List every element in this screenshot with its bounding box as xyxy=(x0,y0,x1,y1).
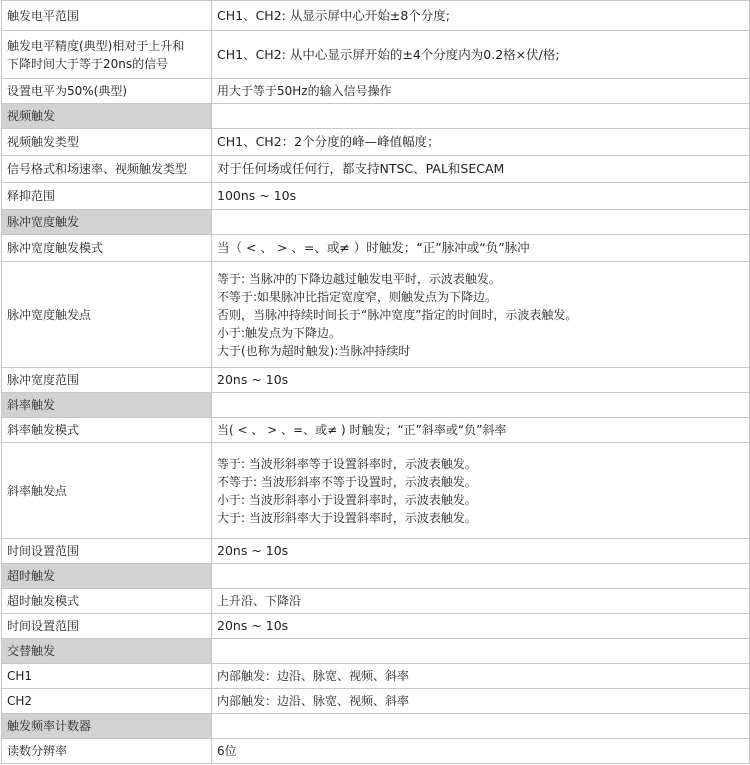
table-row xyxy=(2,1,750,31)
row-label: 视频触发类型 xyxy=(2,129,212,156)
row-label-line: 触发电平精度(典型)相对于上升和 xyxy=(7,38,185,53)
section-title: 脉冲宽度触发 xyxy=(2,210,212,235)
row-value: 用大于等于50Hz的输入信号操作 xyxy=(212,79,750,104)
row-value: 当（ < 、 > 、=、或≠ ）时触发；“正”脉冲或“负”脉冲 xyxy=(212,235,750,262)
row-label: 时间设置范围 xyxy=(2,614,212,639)
row-label: CH2 xyxy=(2,689,212,714)
row-value-line: 等于: 当脉冲的下降边越过触发电平时，示波表触发。 xyxy=(217,271,501,286)
row-label: 脉冲宽度触发点 xyxy=(2,262,212,368)
table-row xyxy=(2,689,750,714)
row-value-line: 大于: 当波形斜率大于设置斜率时，示波表触发。 xyxy=(217,510,477,525)
table-row xyxy=(2,156,750,183)
row-value-line: 等于: 当波形斜率等于设置斜率时，示波表触发。 xyxy=(217,456,477,471)
row-label: 信号格式和场速率、视频触发类型 xyxy=(2,156,212,183)
row-value: 上升沿、下降沿 xyxy=(212,589,750,614)
row-label-line: 下降时间大于等于20ns的信号 xyxy=(7,56,169,71)
table-row xyxy=(2,739,750,764)
table-row xyxy=(2,262,750,368)
row-value-line: 大于(也称为超时触发):当脉冲持续时 xyxy=(217,343,411,358)
row-label: 设置电平为50%(典型) xyxy=(2,79,212,104)
table-row xyxy=(2,129,750,156)
row-label: 触发电平范围 xyxy=(2,1,212,31)
row-value xyxy=(212,262,750,368)
row-value: CH1、CH2: 从中心显示屏开始的±4个分度内为0.2格×伏/格; xyxy=(212,31,750,79)
row-value: 100ns ~ 10s xyxy=(212,183,750,210)
table-row xyxy=(2,368,750,393)
row-value: 内部触发：边沿、脉宽、视频、斜率 xyxy=(212,664,750,689)
row-label: 释抑范围 xyxy=(2,183,212,210)
section-title: 斜率触发 xyxy=(2,393,212,418)
row-value: 6位 xyxy=(212,739,750,764)
row-value-line: 否则，当脉冲持续时间长于“脉冲宽度”指定的时间时，示波表触发。 xyxy=(217,307,578,322)
section-header-row xyxy=(2,564,750,589)
section-blank xyxy=(212,564,750,589)
table-row xyxy=(2,235,750,262)
row-value: CH1、CH2：2个分度的峰—峰值幅度； xyxy=(212,129,750,156)
table-row xyxy=(2,589,750,614)
table-row xyxy=(2,31,750,79)
row-value-line: 不等于:如果脉冲比指定宽度窄，则触发点为下降边。 xyxy=(217,289,498,304)
row-value xyxy=(212,443,750,539)
table-row xyxy=(2,664,750,689)
section-blank xyxy=(212,393,750,418)
row-value: 20ns ~ 10s xyxy=(212,614,750,639)
table-row xyxy=(2,539,750,564)
section-title: 交替触发 xyxy=(2,639,212,664)
section-title: 视频触发 xyxy=(2,104,212,129)
section-header-row xyxy=(2,714,750,739)
row-value: 内部触发：边沿、脉宽、视频、斜率 xyxy=(212,689,750,714)
row-value: 20ns ~ 10s xyxy=(212,539,750,564)
section-header-row xyxy=(2,104,750,129)
row-label: 读数分辨率 xyxy=(2,739,212,764)
section-header-row xyxy=(2,210,750,235)
table-row xyxy=(2,443,750,539)
row-value: 当( < 、 > 、=、或≠ ) 时触发；“正”斜率或“负”斜率 xyxy=(212,418,750,443)
section-header-row xyxy=(2,393,750,418)
row-label xyxy=(2,31,212,79)
row-value: 20ns ~ 10s xyxy=(212,368,750,393)
section-title: 触发频率计数器 xyxy=(2,714,212,739)
table-row xyxy=(2,183,750,210)
table-row xyxy=(2,418,750,443)
section-blank xyxy=(212,639,750,664)
row-value-line: 不等于: 当波形斜率不等于设置时，示波表触发。 xyxy=(217,474,477,489)
row-label: 斜率触发模式 xyxy=(2,418,212,443)
section-blank xyxy=(212,714,750,739)
row-value-line: 小于: 当波形斜率小于设置斜率时，示波表触发。 xyxy=(217,492,477,507)
section-blank xyxy=(212,104,750,129)
row-value: CH1、CH2: 从显示屏中心开始±8个分度; xyxy=(212,1,750,31)
table-row xyxy=(2,79,750,104)
row-label: 脉冲宽度触发模式 xyxy=(2,235,212,262)
section-header-row xyxy=(2,639,750,664)
row-label: 超时触发模式 xyxy=(2,589,212,614)
row-value: 对于任何场或任何行，都支持NTSC、PAL和SECAM xyxy=(212,156,750,183)
section-title: 超时触发 xyxy=(2,564,212,589)
row-value-line: 小于:触发点为下降边。 xyxy=(217,325,342,340)
section-blank xyxy=(212,210,750,235)
table-row xyxy=(2,614,750,639)
row-label: 斜率触发点 xyxy=(2,443,212,539)
row-label: 脉冲宽度范围 xyxy=(2,368,212,393)
row-label: CH1 xyxy=(2,664,212,689)
spec-table xyxy=(1,0,750,764)
row-label: 时间设置范围 xyxy=(2,539,212,564)
